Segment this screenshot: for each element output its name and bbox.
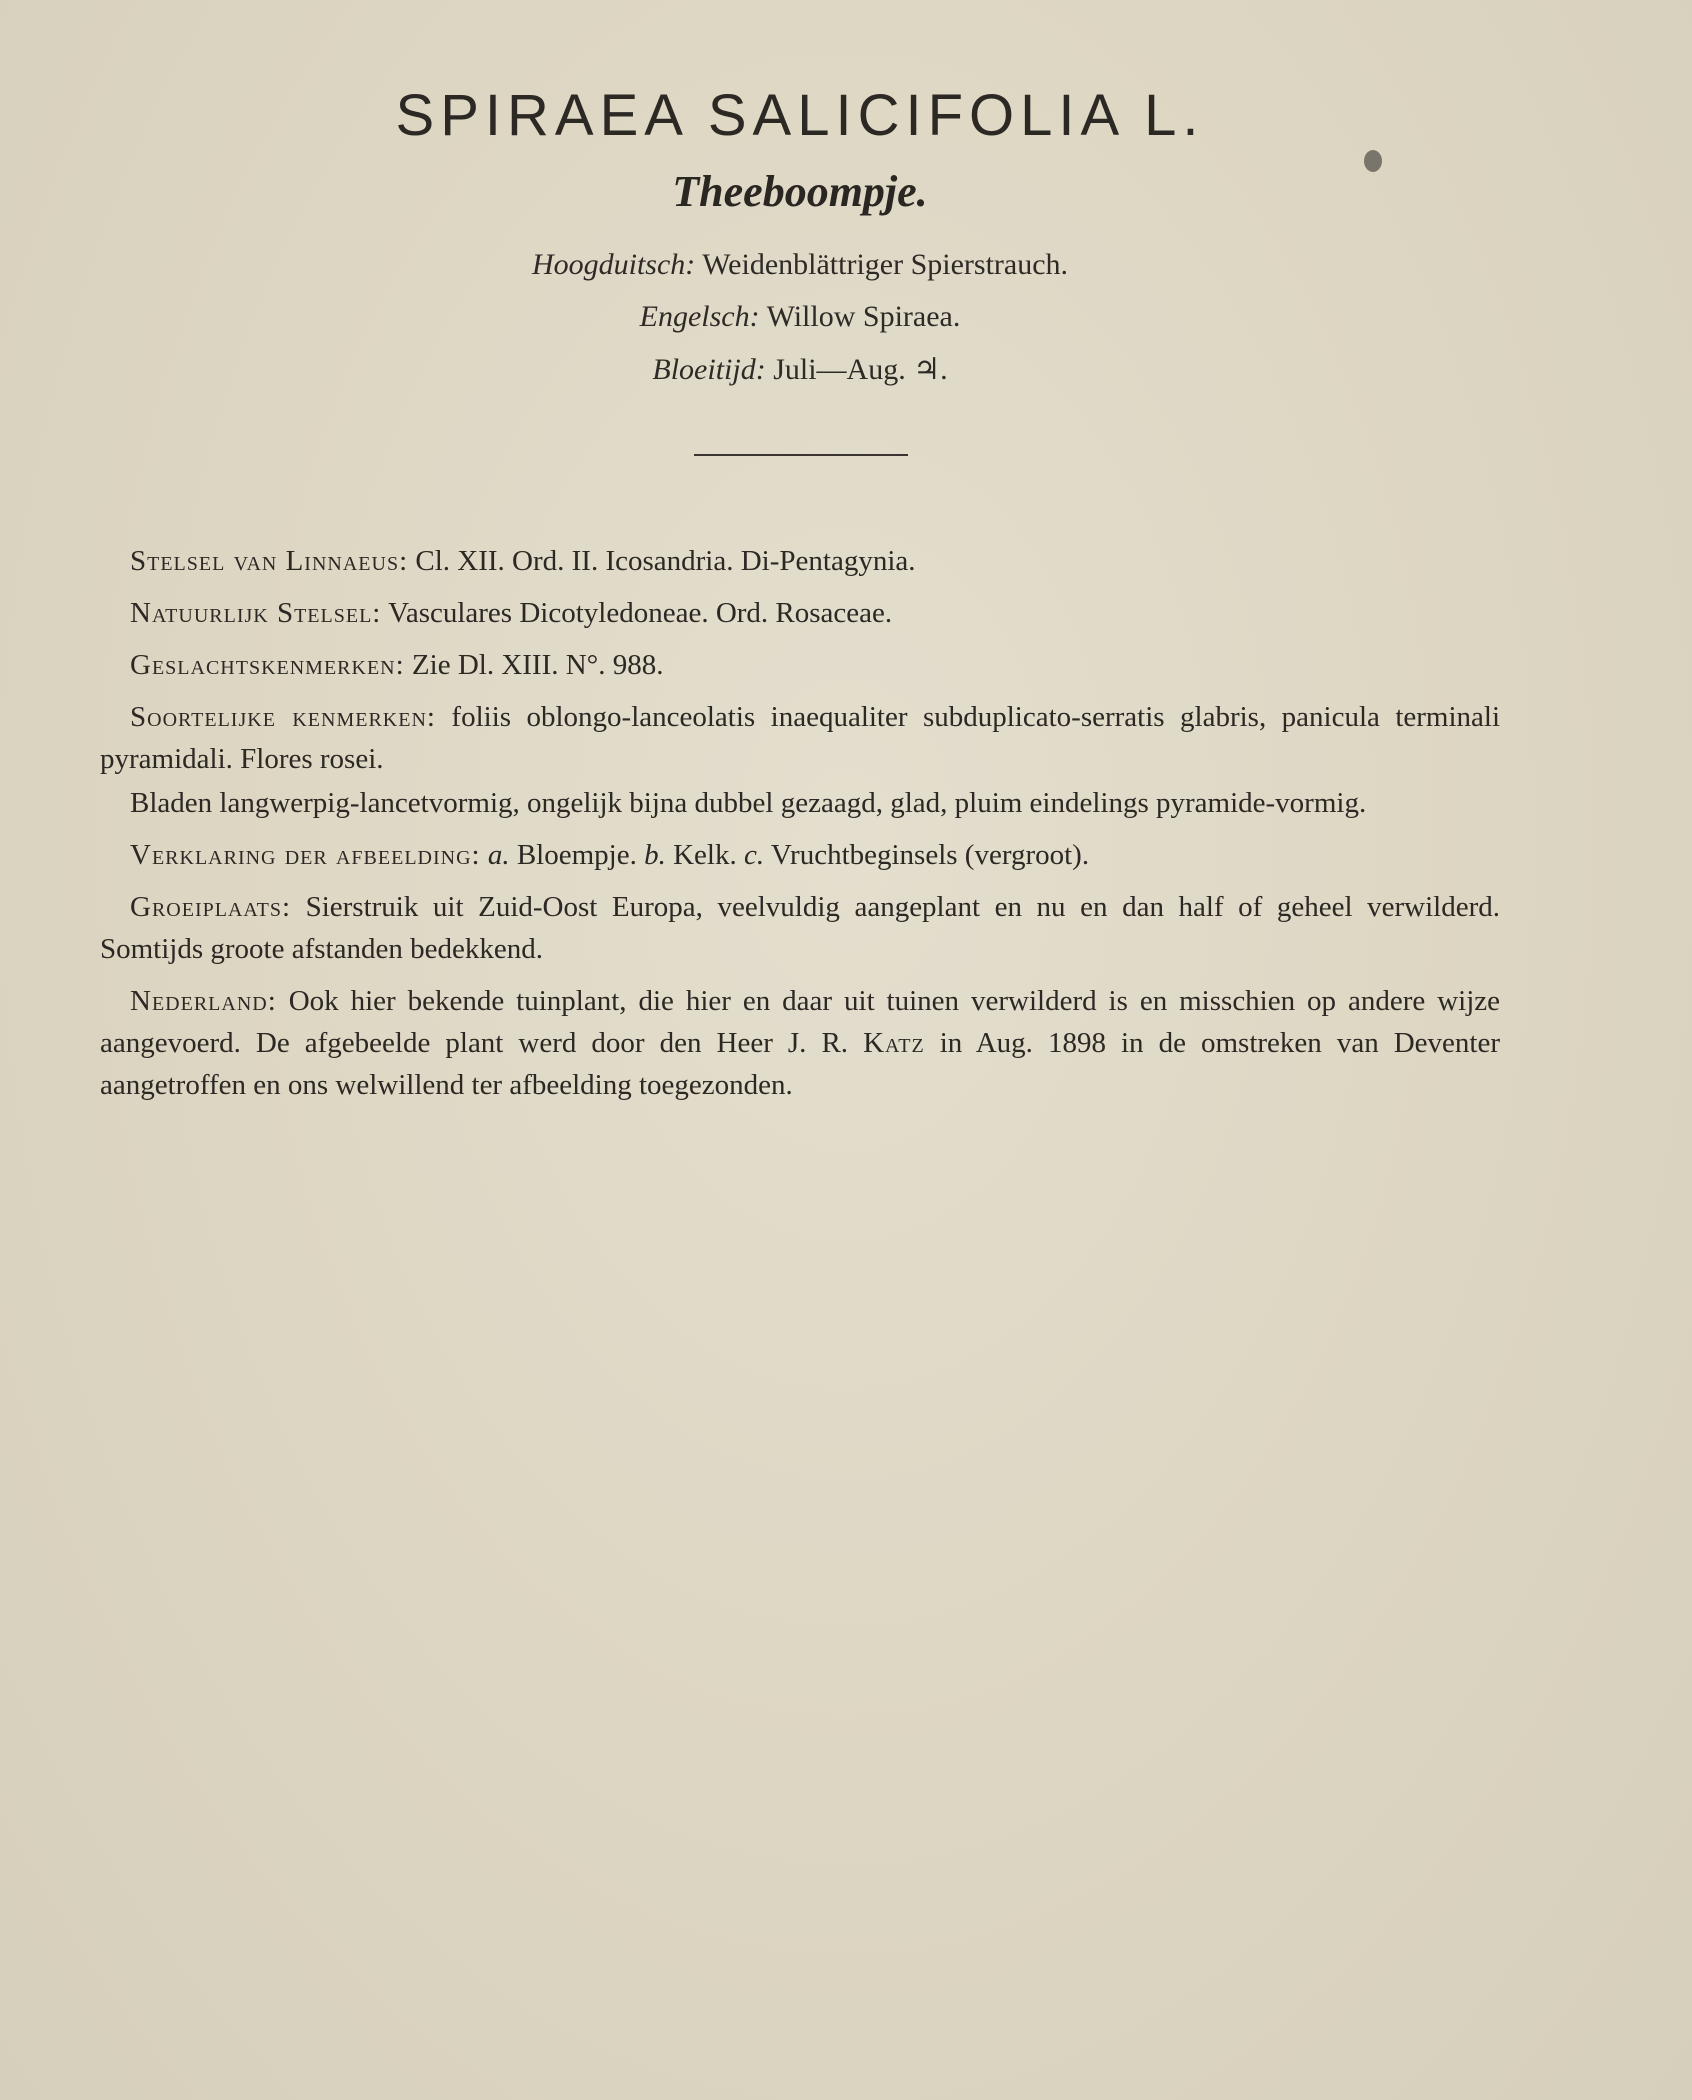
species-text: foliis oblongo-lanceolatis inaequaliter subduplicato-serratis glabris, panicula terminali pyramidali. Flores rosei. [100, 701, 1501, 775]
flowering-time-label: Bloeitijd: [652, 353, 766, 386]
netherlands-person: Katz [863, 1027, 925, 1059]
illustration-b-text: Kelk. [673, 839, 737, 871]
illustration-label: Verklaring der afbeelding: [130, 839, 481, 871]
paragraph-natural-system [100, 592, 1500, 634]
illustration-a-text: Bloempje. [516, 839, 637, 871]
netherlands-label: Nederland: [130, 985, 277, 1017]
netherlands-text-1: Ook hier bekende tuinplant, die hier en daar uit tuinen verwilderd is en misschien op andere wijze aangevoerd. De afgebeelde plant werd door den Heer J. R. [100, 985, 1501, 1059]
genus-text: Zie Dl. XIII. N°. 988. [411, 649, 664, 681]
linnaeus-label: Stelsel van Linnaeus: [130, 545, 409, 577]
name-german-value: Weidenblättriger Spierstrauch. [702, 248, 1069, 281]
ink-speck [1364, 150, 1382, 172]
name-german-label: Hoogduitsch: [531, 248, 696, 281]
paragraph-linnaeus [100, 540, 1500, 582]
flowering-time [0, 352, 1600, 387]
illustration-b: b. [644, 839, 666, 871]
name-english-value: Willow Spiraea. [766, 300, 961, 333]
habitat-label: Groeiplaats: [130, 891, 292, 923]
genus-label: Geslachtskenmerken: [130, 649, 405, 681]
page-title: SPIRAEA SALICIFOLIA L. [395, 83, 1205, 148]
illustration-a: a. [487, 839, 510, 871]
paragraph-genus [100, 644, 1500, 686]
paragraph-leaves [100, 782, 1500, 824]
leaves-text: Bladen langwerpig-lancetvormig, ongelijk bijna dubbel gezaagd, glad, pluim eindelings pyramide-vormig. [130, 787, 1367, 819]
page-subtitle: Theeboompje. [672, 167, 928, 216]
habitat-text: Sierstruik uit Zuid-Oost Europa, veelvuldig aangeplant en nu en dan half of geheel verwilderd. Somtijds groote afstanden bedekkend. [100, 891, 1500, 965]
flowering-time-value: Juli—Aug. ♃. [773, 353, 948, 386]
natural-system-text: Vasculares Dicotyledoneae. Ord. Rosaceae. [388, 597, 893, 629]
paragraph-illustration [100, 834, 1500, 876]
description-body [100, 540, 1500, 1116]
paragraph-species [100, 696, 1500, 780]
name-english [0, 300, 1600, 334]
paragraph-habitat [100, 886, 1500, 970]
section-divider [694, 454, 908, 456]
natural-system-label: Natuurlijk Stelsel: [130, 597, 382, 629]
linnaeus-text: Cl. XII. Ord. II. Icosandria. Di-Pentagynia. [415, 545, 916, 577]
netherlands-text-2: in Aug. 1898 in de omstreken van Deventer aangetroffen en ons welwillend ter afbeelding toegezonden. [100, 1027, 1501, 1101]
illustration-c-text: Vruchtbeginsels (vergroot). [770, 839, 1090, 871]
name-german [0, 248, 1600, 282]
species-label: Soortelijke kenmerken: [130, 701, 436, 733]
illustration-c: c. [743, 839, 765, 871]
name-english-label: Engelsch: [639, 300, 760, 333]
paragraph-netherlands [100, 980, 1500, 1106]
